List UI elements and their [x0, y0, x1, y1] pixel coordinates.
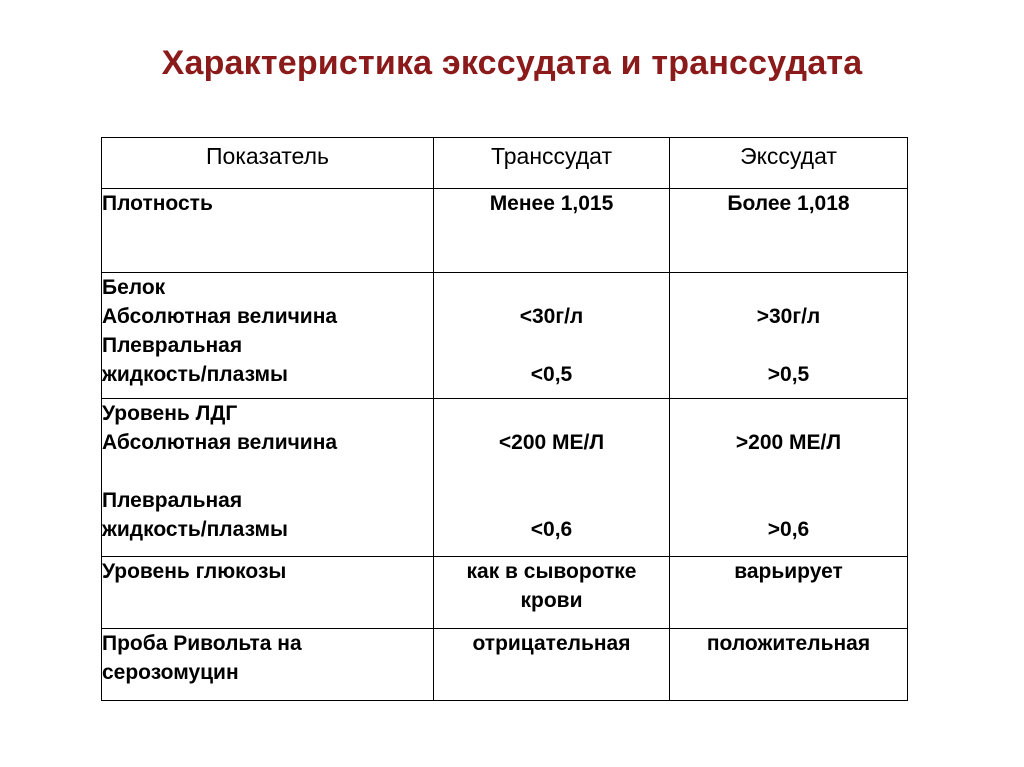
- table-row-glucose: [102, 557, 908, 629]
- table-row-density: [102, 189, 908, 273]
- exudate-value: >200 МЕ/Л: [735, 431, 842, 454]
- header-indicator: Показатель: [102, 138, 434, 189]
- transudate-cell: [434, 629, 670, 701]
- table-row-ldh: [102, 399, 908, 557]
- header-transudate: Транссудат: [434, 138, 670, 189]
- row-label-cell: [102, 629, 434, 701]
- transudate-value: <30г/л: [519, 305, 584, 328]
- row-sublabel: Плевральная: [102, 334, 243, 357]
- exudate-value: >30г/л: [756, 305, 821, 328]
- row-label: серозомуцин: [102, 661, 239, 684]
- comparison-table: [101, 137, 908, 701]
- row-label: Проба Ривольта на: [102, 632, 302, 655]
- row-sublabel: Плевральная: [102, 489, 243, 512]
- row-sublabel: Абсолютная величина: [102, 431, 338, 454]
- row-label: Уровень ЛДГ: [102, 402, 238, 425]
- exudate-value: варьирует: [734, 560, 843, 583]
- transudate-cell: [434, 189, 670, 273]
- row-label: Белок: [102, 276, 166, 299]
- transudate-cell: [434, 557, 670, 629]
- transudate-value: <0,6: [530, 518, 573, 541]
- table-header-row: [102, 138, 908, 189]
- transudate-value: как в сыворотке: [466, 560, 637, 583]
- transudate-cell: [434, 273, 670, 399]
- exudate-cell: [670, 189, 908, 273]
- row-label-cell: [102, 399, 434, 557]
- exudate-value: >0,6: [767, 518, 810, 541]
- slide-title: Характеристика экссудата и транссудата: [161, 44, 863, 82]
- header-exudate: Экссудат: [670, 138, 908, 189]
- row-sublabel: жидкость/плазмы: [102, 518, 288, 541]
- exudate-value: положительная: [706, 632, 871, 655]
- exudate-value: Более 1,018: [727, 192, 850, 215]
- row-sublabel: жидкость/плазмы: [102, 363, 288, 386]
- row-sublabel: Абсолютная величина: [102, 305, 338, 328]
- row-label-cell: [102, 557, 434, 629]
- exudate-cell: [670, 273, 908, 399]
- transudate-value: <0,5: [530, 363, 573, 386]
- row-label: Уровень глюкозы: [102, 560, 287, 583]
- exudate-value: >0,5: [767, 363, 810, 386]
- exudate-cell: [670, 629, 908, 701]
- transudate-value: Менее 1,015: [489, 192, 614, 215]
- table-row-rivalta: [102, 629, 908, 701]
- transudate-value: отрицательная: [472, 632, 631, 655]
- transudate-value: <200 МЕ/Л: [498, 431, 605, 454]
- exudate-cell: [670, 557, 908, 629]
- exudate-cell: [670, 399, 908, 557]
- transudate-value: крови: [520, 589, 583, 612]
- row-label: Плотность: [102, 192, 213, 215]
- row-label-cell: [102, 273, 434, 399]
- transudate-cell: [434, 399, 670, 557]
- table-row-protein: [102, 273, 908, 399]
- row-label-cell: [102, 189, 434, 273]
